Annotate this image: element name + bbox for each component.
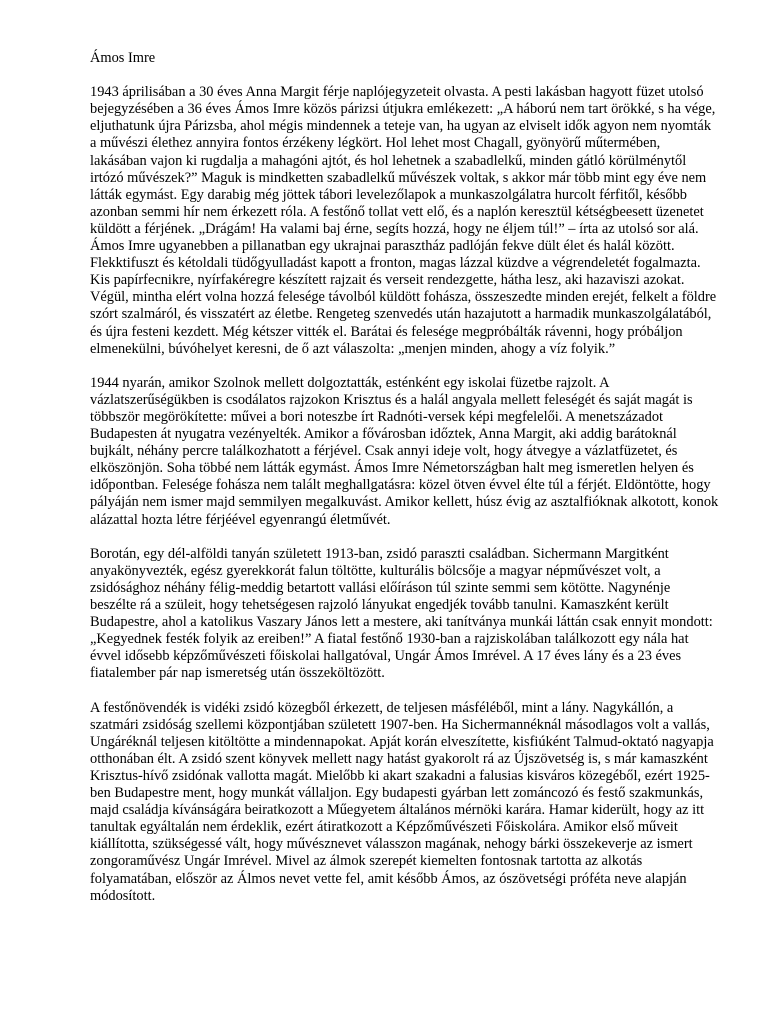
paragraph-4: A festőnövendék is vidéki zsidó közegből érkezett, de teljesen másféléből, mint a lány. Nagykállón, a szatmári zsidóság szellemi központjában született 1907-ben. Ha Sichermannéknál másodlagos volt a vallás, Ungáréknál teljesen kitöltötte a mindennapokat. Apját korán elveszítette, kisfiúként Talmud-oktató nagyapja otthonában élt. A zsidó szent könyvek mellett nagy hatást gyakorolt rá az Újszövetség is, s már kamaszként Krisztus-hívő zsidónak vallotta magát. Mielőbb ki akart szakadni a falusias kisváros közegéből, ezért 1925-ben Budapestre ment, hogy munkát vállaljon. Egy budapesti gyárban lett zománcozó és festő szakmunkás, majd családja kívánságára beiratkozott a Műegyetem általános mérnöki karára. Hamar kiderült, hogy az itt tanultak egyáltalán nem érdeklik, ezért átiratkozott a Képzőművészeti Főiskolára. Amikor első műveit kiállította, szükségessé vált, hogy művésznevet válasszon magának, nehogy bárki összekeverje az ismert zongoraművész Ungár Imrével. Mivel az álmok szerepét kiemelten fontosnak tartotta az alkotás folyamatában, először az Álmos nevet vette fel, amit később Ámos, az ószövetségi próféta neve alapján módosított. (90, 699, 714, 904)
paragraph-3: Borotán, egy dél-alföldi tanyán született 1913-ban, zsidó paraszti családban. Sichermann Margitként anyakönyvezték, egész gyerekkorát falun töltötte, kulturális bölcsője a magyar népművészet volt, a zsidósághoz néhány félig-meddig betartott vallási előíráson túl szinte semmi sem kötötte. Nagynénje beszélte rá a szüleit, hogy tehetségesen rajzoló lányukat engedjék tovább tanulni. Kamaszként került Budapestre, ahol a katolikus Vaszary János lett a mestere, aki tanítványa munkái láttán csak ennyit mondott: „Kegyednek festék folyik az ereiben!” A fiatal festőnő 1930-ban a rajziskolában találkozott egy nála hat évvel idősebb képzőművészeti főiskolai hallgatóval, Ungár Ámos Imrével. A 17 éves lány és a 23 éves fiatalember pár nap ismeretség után összeköltözött. (90, 545, 713, 682)
document-body (90, 50, 720, 922)
paragraph-1: 1943 áprilisában a 30 éves Anna Margit férje naplójegyzeteit olvasta. A pesti lakásban hagyott füzet utolsó bejegyzésében a 36 éves Ámos Imre közös párizsi útjukra emlékezett: „A háború nem tart örökké, s ha vége, eljuthatunk újra Párizsba, ahol mégis mindennek a teteje van, ha ugyan az elviselt idők agyon nem nyomták a művészi élethez annyira fontos érzékeny légkört. Hol lehet most Chagall, gyönyörű műtermében, lakásában vajon ki rugdalja a mahagóni ajtót, és hol lehetnek a szabadlelkű, minden gátló körülménytől irtózó művészek?” Maguk is mindketten szabadlelkű művészek voltak, s akkor már több mint egy éve nem látták egymást. Egy darabig még jöttek tábori levelezőlapok a munkaszolgálatra hurcolt férfitől, később azonban semmi hír nem érkezett róla. A festőnő tollat vett elő, és a naplón keresztül kétségbeesett üzenetet küldött a férjének. „Drágám! Ha valami baj érne, segíts hozzá, hogy ne éljem túl!” – írta az utolsó sor alá. Ámos Imre ugyanebben a pillanatban egy ukrajnai parasztház padlóján fekve dült élet és halál között. Flekktifuszt és kétoldali tüdőgyulladást kapott a fronton, magas lázzal küzdve a végrendeletét fogalmazta. Kis papírfecnikre, nyírfakéregre készített rajzait és verseit rendezgette, hátha lesz, aki hazaviszi azokat. Végül, mintha elért volna hozzá felesége távolból küldött fohásza, összeszedte minden erejét, felkelt a földre szórt szalmáról, és visszatért az életbe. Rengeteg szenvedés után hazajutott a harmadik munkaszolgálatából, és újra festeni kezdett. Még kétszer vitték el. Barátai és felesége megpróbálták rávenni, hogy próbáljon elmenekülni, búvóhelyet keresni, de ő azt válaszolta: „menjen minden, ahogy a víz folyik.” (90, 84, 717, 357)
document-title: Ámos Imre (90, 50, 156, 66)
paragraph-2: 1944 nyarán, amikor Szolnok mellett dolgoztatták, esténként egy iskolai füzetbe rajzolt. A vázlatszerűségükben is csodálatos rajzokon Krisztus és a halál angyala mellett feleségét és saját magát is többször megörökítette: művei a bori noteszbe írt Radnóti-versek képi megfelelői. A menetszázadot Budapesten át nyugatra vezényelték. Amikor a fővárosban időztek, Anna Margit, aki addig barátoknál bujkált, néhány percre találkozhatott a férjével. Csak annyi ideje volt, hogy átvegye a vázlatfüzetet, és elköszönjön. Soha többé nem látták egymást. Ámos Imre Németországban halt meg ismeretlen helyen és időpontban. Felesége fohásza nem talált meghallgatásra: közel ötven évvel élte túl a férjét. Eldöntötte, hogy pályáján nem ismer majd semmilyen megalkuvást. Amikor kellett, húsz évig az asztalfióknak alkotott, konok alázattal hozta létre férjéével egyenrangú életművét. (90, 374, 719, 528)
